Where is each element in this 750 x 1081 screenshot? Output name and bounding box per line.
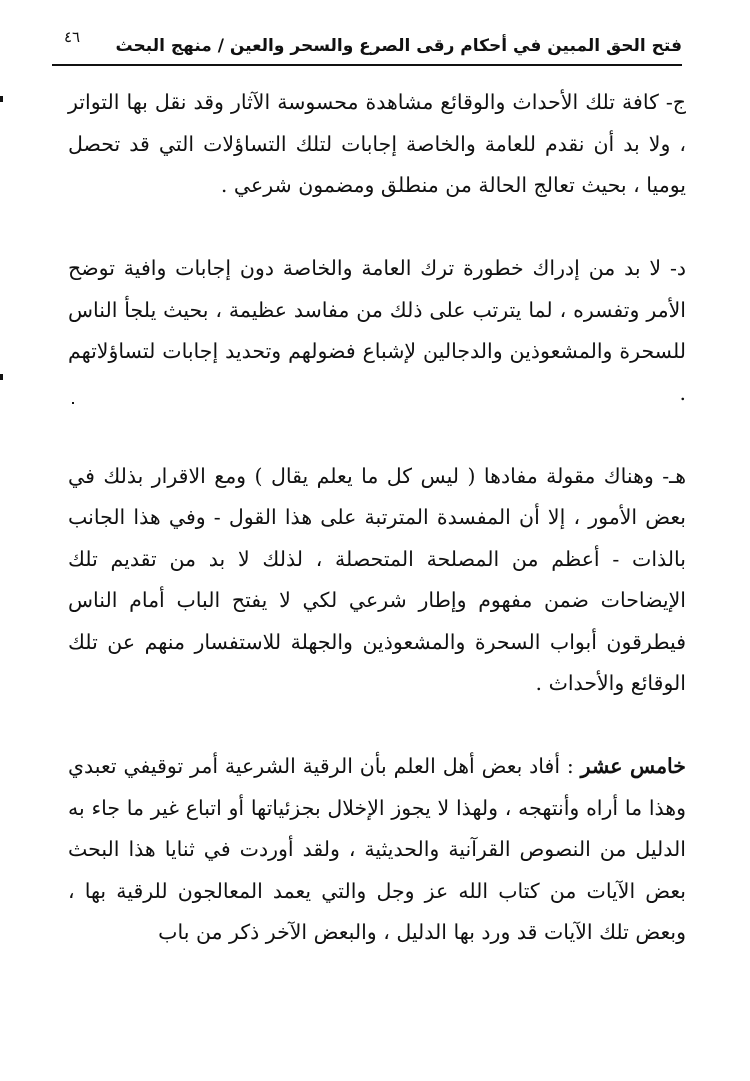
scan-speck bbox=[72, 402, 74, 404]
paragraph-jim bbox=[68, 82, 686, 207]
paragraph-gap bbox=[68, 207, 686, 249]
paragraph-gap bbox=[68, 705, 686, 747]
header-rule bbox=[52, 64, 682, 66]
paragraph-text: د- لا بد من إدراك خطورة ترك العامة والخاصة دون إجابات وافية توضح الأمر وتفسره ، لما يترتب على ذلك من مفاسد عظيمة ، بحيث يلجأ الناس للسحرة والمشعوذين والدجالين لإشباع فضولهم وتحديد إجابات لتساؤلاتهم . bbox=[68, 256, 686, 405]
page-header bbox=[52, 22, 682, 66]
scan-margin-mark bbox=[0, 374, 3, 380]
paragraph-text: هـ- وهناك مقولة مفادها ( ليس كل ما يعلم يقال ) ومع الاقرار بذلك في بعض الأمور ، إلا أن المفسدة المترتبة على هذا القول - وفي هذا الجانب بالذات - أعظم من المصلحة المتحصلة ، لذلك لا بد من تقديم تلك الإيضاحات ضمن مفهوم وإطار شرعي لكي لا يفتح الباب أمام الناس فيطرقون أبواب السحرة والمشعوذين والجهلة للاستفسار منهم عن تلك الوقائع والأحداث . bbox=[68, 463, 686, 695]
paragraph-ha bbox=[68, 456, 686, 705]
running-title: فتح الحق المبين في أحكام رقى الصرع والسحر والعين / منهج البحث bbox=[115, 36, 682, 56]
body-text bbox=[68, 82, 686, 954]
page-number: ٤٦ bbox=[64, 28, 81, 46]
paragraph-gap bbox=[68, 414, 686, 456]
paragraph-text: ج- كافة تلك الأحداث والوقائع مشاهدة محسوسة الآثار وقد نقل بها التواتر ، ولا بد أن نقدم للعامة والخاصة إجابات لتلك التساؤلات التي قد تحصل يوميا ، بحيث تعالج الحالة من منطلق ومضمون شرعي . bbox=[68, 90, 686, 197]
paragraph-dal bbox=[68, 248, 686, 414]
scan-margin-mark bbox=[0, 96, 3, 102]
paragraph-lead: خامس عشر bbox=[580, 754, 686, 778]
paragraph-text: : أفاد بعض أهل العلم بأن الرقية الشرعية أمر توقيفي تعبدي وهذا ما أراه وأنتهجه ، ولهذا لا يجوز الإخلال بجزئياتها أو اتباع غير ما جاء به الدليل من النصوص القرآنية والحديثية ، ولقد أوردت في ثنايا هذا البحث بعض الآيات من كتاب الله عز وجل والتي يعمد المعالجون للرقية بها ، وبعض تلك الآيات قد ورد بها الدليل ، والبعض الآخر ذكر من باب bbox=[68, 754, 686, 944]
paragraph-fifteenth bbox=[68, 746, 686, 954]
